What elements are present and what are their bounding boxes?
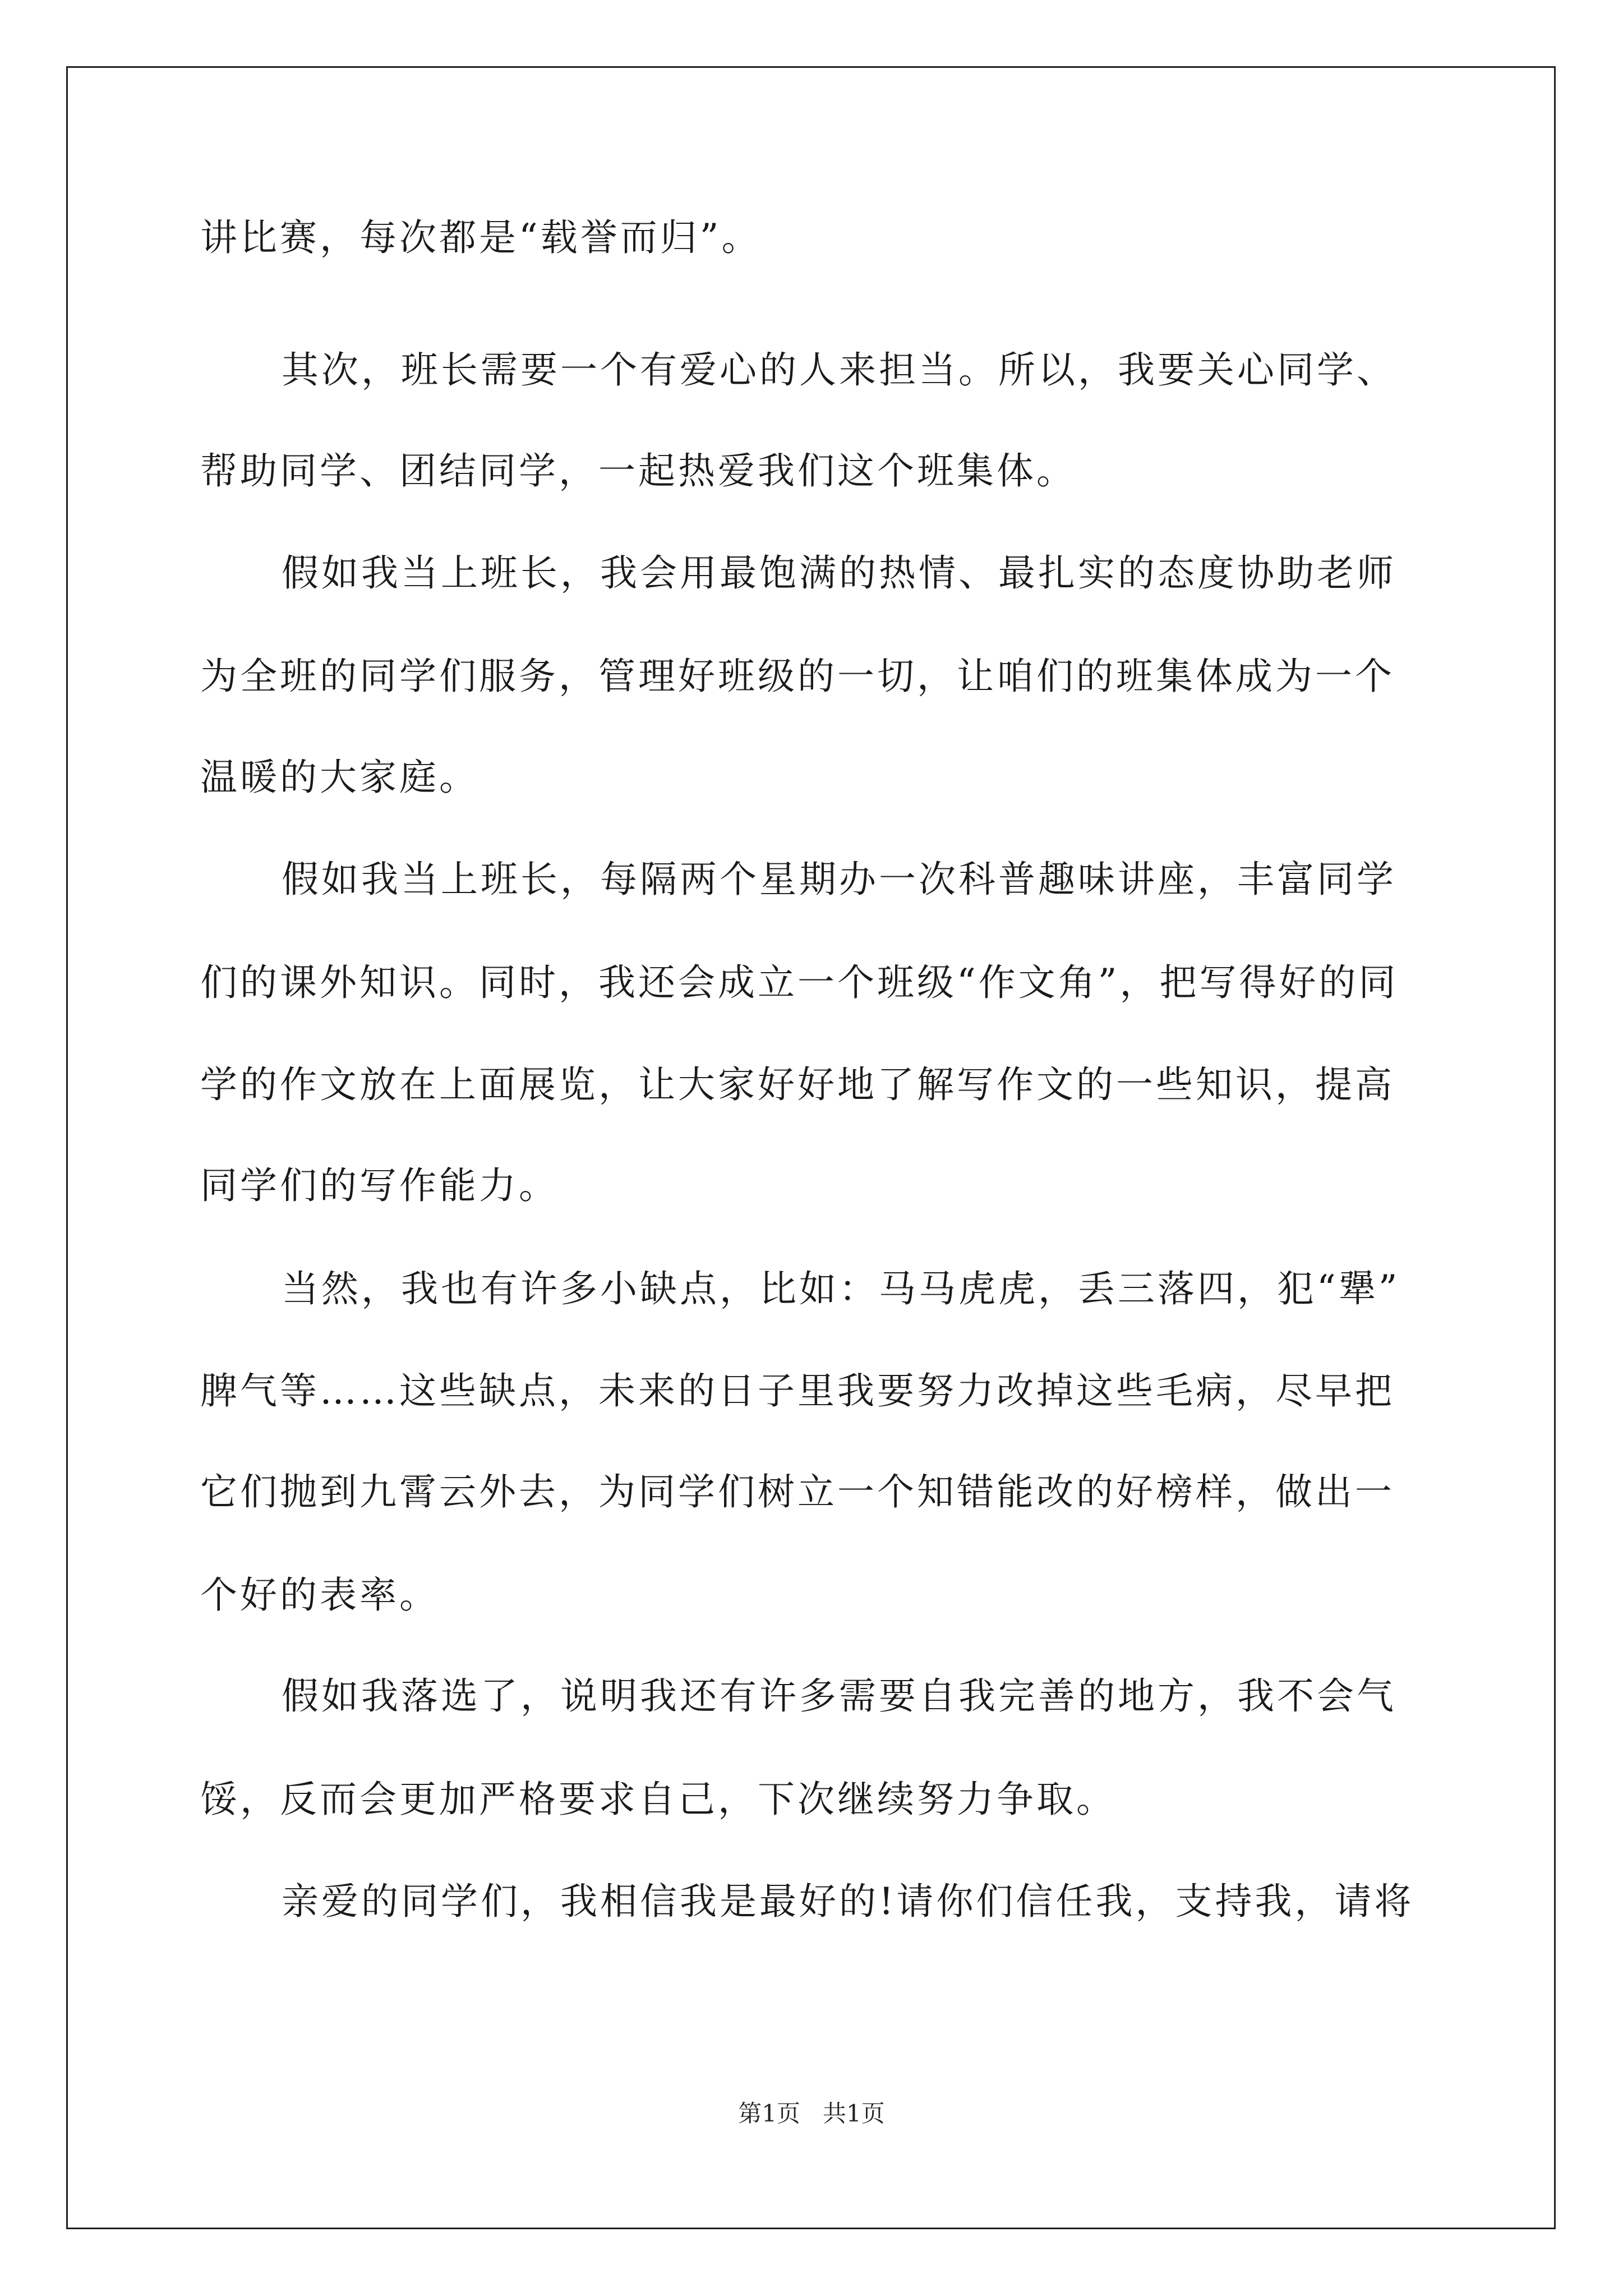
text-line: 脾气等……这些缺点，未来的日子里我要努力改掉这些毛病，尽早把 <box>200 1369 1395 1412</box>
text-line: 馁，反而会更加严格要求自己，下次继续努力争取。 <box>200 1778 1116 1821</box>
paragraph-first-line: 当然，我也有许多小缺点，比如：马马虎虎，丢三落四，犯“犟” <box>282 1267 1400 1310</box>
page-number-footer: 第1页 共1页 <box>738 2100 885 2127</box>
paragraph-first-line: 假如我落选了，说明我还有许多需要自我完善的地方，我不会气 <box>282 1674 1396 1718</box>
text-line: 它们抛到九霄云外去，为同学们树立一个知错能改的好榜样，做出一 <box>200 1470 1395 1513</box>
paragraph-first-line: 假如我当上班长，我会用最饱满的热情、最扎实的态度协助老师 <box>282 551 1396 595</box>
text-line: 帮助同学、团结同学，一起热爱我们这个班集体。 <box>200 449 1076 493</box>
text-line: 们的课外知识。同时，我还会成立一个班级“作文角”，把写得好的同 <box>200 961 1399 1004</box>
text-line: 讲比赛，每次都是“载誉而归”。 <box>200 216 762 259</box>
text-line: 为全班的同学们服务，管理好班级的一切，让咱们的班集体成为一个 <box>200 655 1395 698</box>
text-line: 学的作文放在上面展览，让大家好好地了解写作文的一些知识，提高 <box>200 1063 1395 1106</box>
text-line: 温暖的大家庭。 <box>200 756 479 799</box>
paragraph-first-line: 亲爱的同学们，我相信我是最好的!请你们信任我，支持我，请将 <box>282 1880 1414 1923</box>
text-line: 同学们的写作能力。 <box>200 1164 559 1207</box>
paragraph-first-line: 假如我当上班长，每隔两个星期办一次科普趣味讲座，丰富同学 <box>282 858 1396 901</box>
paragraph-first-line: 其次，班长需要一个有爱心的人来担当。所以，我要关心同学、 <box>282 348 1396 392</box>
text-line: 个好的表率。 <box>200 1573 439 1617</box>
